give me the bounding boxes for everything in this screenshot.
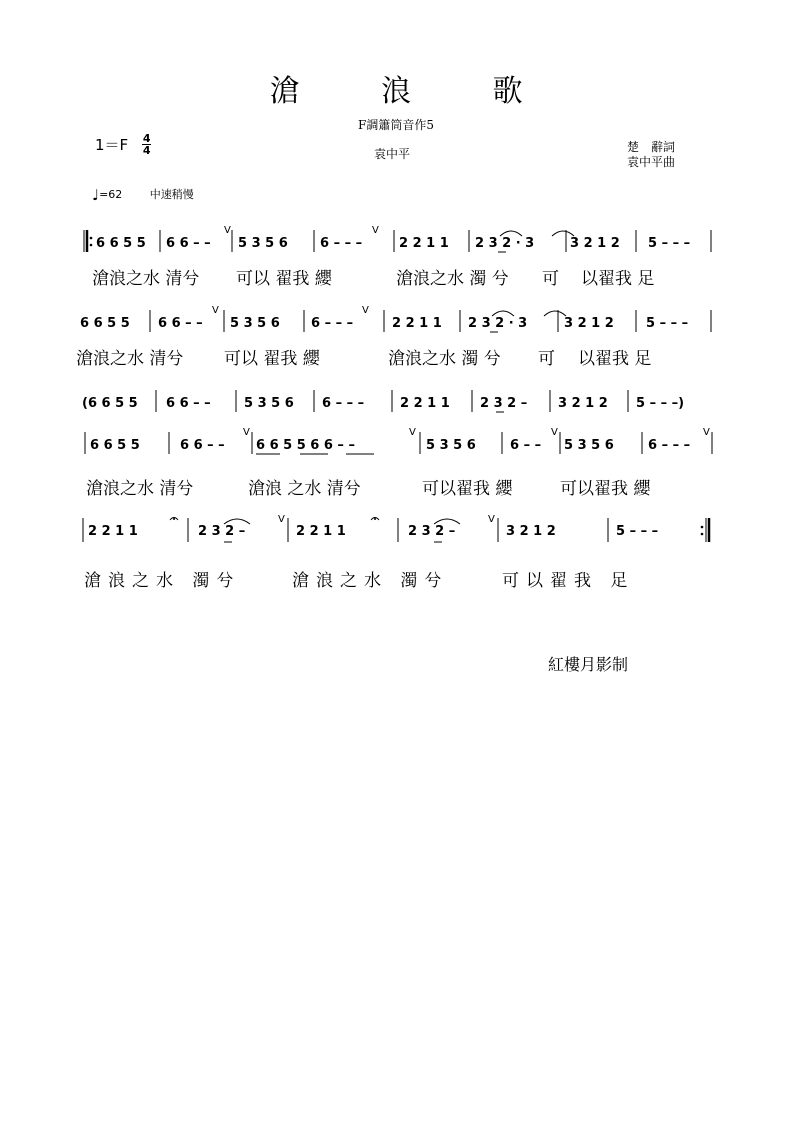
footer-credit: 紅樓月影制 — [548, 655, 629, 674]
svg-text:V: V — [212, 305, 219, 316]
svg-text:V: V — [409, 427, 416, 438]
svg-text:V: V — [278, 514, 285, 525]
measure-4-3: 6 6 5 5 6 6 – – — [256, 438, 355, 453]
measure-4-4: 5 3 5 6 — [426, 438, 476, 453]
measure-1-2: 6 6 – – — [166, 236, 211, 251]
lyrics-2-2: 可以 翟我 纓 — [224, 349, 320, 369]
lyrics-2-1: 滄浪之水 清兮 — [76, 349, 184, 369]
song-title: 滄 浪 歌 — [269, 74, 559, 109]
measure-2-5: 2 2 1 1 — [392, 316, 442, 331]
lyrics-5-1: 滄浪之水 濁兮 — [84, 571, 241, 591]
staff-system-4 — [80, 427, 720, 456]
measure-1-6: 2 3 2 · 3 — [475, 236, 535, 251]
time-signature-top: 4 — [142, 132, 151, 145]
quarter-note-icon: ♩ — [92, 186, 100, 204]
measure-1-4: 6 – – – — [320, 236, 363, 251]
key-signature — [95, 133, 151, 156]
composer-credit: 袁中平曲 — [627, 155, 676, 169]
svg-text:V: V — [703, 427, 710, 438]
measure-2-1: 6 6 5 5 — [80, 316, 130, 331]
lyrics-1-1: 滄浪之水 清兮 — [92, 269, 200, 289]
tempo-bpm: =62 — [99, 188, 123, 201]
time-signature-bottom: 4 — [142, 144, 151, 157]
lyricist-credit: 楚 辭詞 — [627, 140, 676, 154]
measure-4-6: 5 3 5 6 — [564, 438, 614, 453]
lyrics-4-3: 可以翟我 纓 — [422, 479, 513, 499]
lyrics-1-5: 以翟我 足 — [581, 269, 655, 289]
key-label: 1＝F — [95, 136, 129, 154]
measure-5-4: 2 3 2 – — [408, 524, 456, 539]
lyrics-4-2: 滄浪 之水 清兮 — [248, 479, 361, 499]
measure-3-7: 3 2 1 2 — [558, 396, 608, 411]
measure-3-5: 2 2 1 1 — [400, 396, 450, 411]
svg-text:V: V — [372, 225, 379, 236]
measure-5-6: 5 – – – — [616, 524, 659, 539]
staff-lines-4 — [80, 427, 720, 456]
svg-text:V: V — [243, 427, 250, 438]
measure-4-7: 6 – – – — [648, 438, 691, 453]
measure-5-3: 2 2 1 1 — [296, 524, 346, 539]
lyrics-2-3: 滄浪之水 濁 兮 — [388, 349, 501, 369]
lyrics-1-2: 可以 翟我 纓 — [236, 269, 332, 289]
measure-2-3: 5 3 5 6 — [230, 316, 280, 331]
lyrics-2-4: 可 — [538, 349, 555, 369]
measure-3-6: 2 3 2 – — [480, 396, 528, 411]
lyrics-1-4: 可 — [542, 269, 559, 289]
measure-5-5: 3 2 1 2 — [506, 524, 556, 539]
measure-3-3: 5 3 5 6 — [244, 396, 294, 411]
lyrics-2-5: 以翟我 足 — [578, 349, 652, 369]
measure-1-1: 6 6 5 5 — [96, 236, 146, 251]
measure-4-1: 6 6 5 5 — [90, 438, 140, 453]
lyrics-4-1: 滄浪之水 清兮 — [86, 479, 194, 499]
svg-text:V: V — [224, 225, 231, 236]
staff-system-5 — [80, 516, 720, 542]
measure-3-1: (6 6 5 5 — [82, 396, 138, 411]
measure-3-4: 6 – – – — [322, 396, 365, 411]
measure-1-3: 5 3 5 6 — [238, 236, 288, 251]
measure-4-5: 6 – – — [510, 438, 542, 453]
measure-2-7: 3 2 1 2 — [564, 316, 614, 331]
measure-1-7: 3 2 1 2 — [570, 236, 620, 251]
lyrics-5-2: 滄浪之水 濁兮 — [292, 571, 449, 591]
measure-1-8: 5 – – – — [648, 236, 691, 251]
measure-5-1: 2 2 1 1 — [88, 524, 138, 539]
measure-3-2: 6 6 – – — [166, 396, 211, 411]
subtitle: F調簫筒音作5 — [358, 118, 434, 132]
performer: 袁中平 — [374, 147, 411, 161]
lyrics-5-3: 可以翟我 足 — [502, 571, 635, 591]
svg-text:V: V — [488, 514, 495, 525]
time-signature — [142, 133, 151, 156]
svg-text:V: V — [551, 427, 558, 438]
measure-2-6: 2 3 2 · 3 — [468, 316, 528, 331]
measure-2-4: 6 – – – — [311, 316, 354, 331]
staff-system-1 — [80, 225, 720, 254]
measure-1-5: 2 2 1 1 — [399, 236, 449, 251]
svg-text:V: V — [362, 305, 369, 316]
measure-4-2: 6 6 – – — [180, 438, 225, 453]
lyrics-1-3: 滄浪之水 濁 兮 — [396, 269, 509, 289]
tempo-marking — [92, 184, 194, 202]
staff-system-2 — [80, 305, 720, 334]
measure-2-2: 6 6 – – — [158, 316, 203, 331]
measure-5-2: 2 3 2 – — [198, 524, 246, 539]
measure-2-8: 5 – – – — [646, 316, 689, 331]
staff-system-3 — [80, 388, 720, 414]
measure-3-8: 5 – – –) — [636, 396, 685, 411]
lyrics-4-4: 可以翟我 纓 — [560, 479, 651, 499]
tempo-expression: 中速稍慢 — [149, 188, 194, 201]
